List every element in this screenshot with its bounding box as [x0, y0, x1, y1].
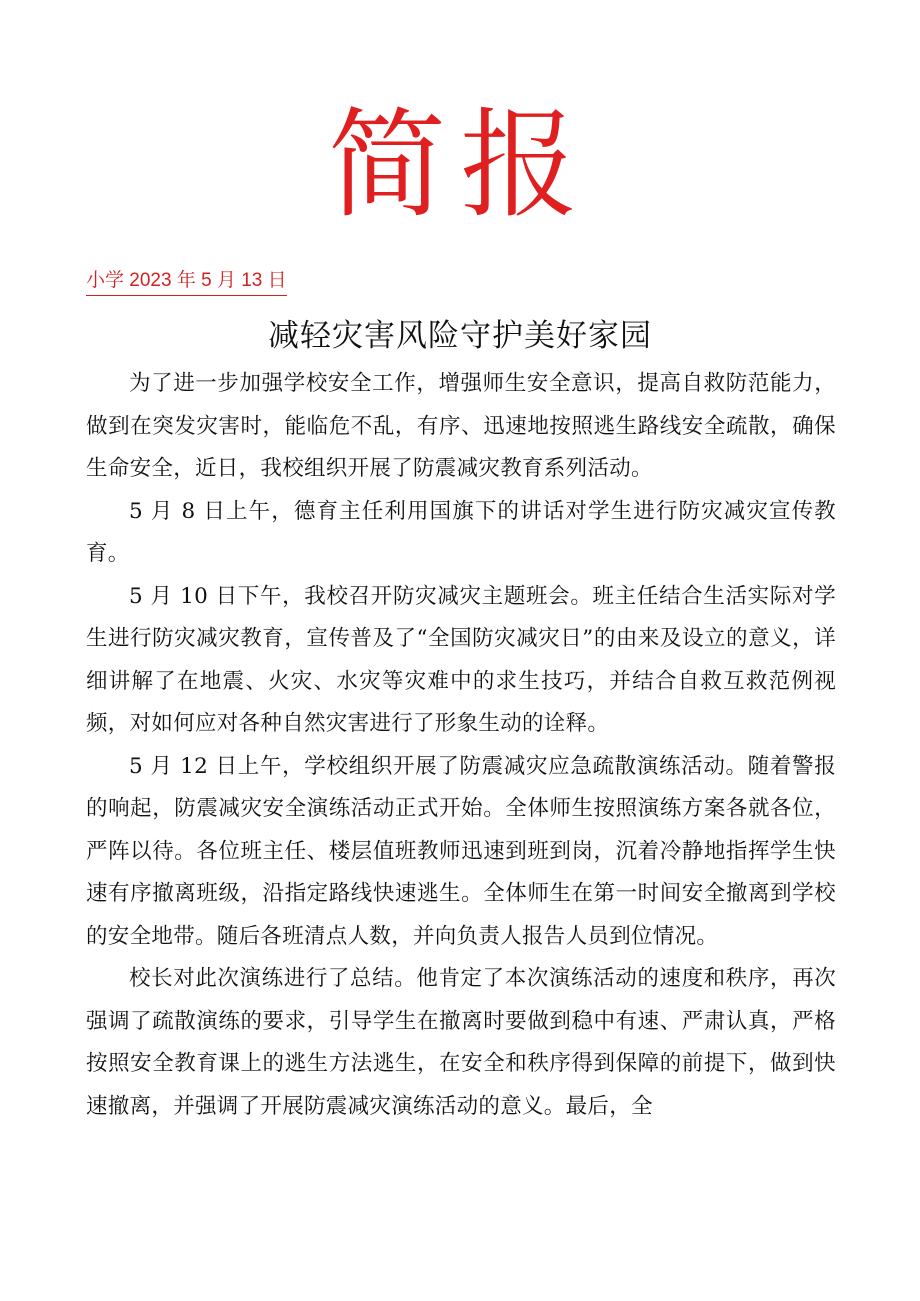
paragraph-intro: 为了进一步加强学校安全工作，增强师生安全意识，提高自救防范能力，做到在突发灾害时，能临危不乱，有序、迅速地按照逃生路线安全疏散，确保生命安全，近日，我校组织开展了防震减灾教育系列活动。	[86, 371, 836, 481]
article-body	[86, 363, 836, 1128]
dateline: 小学 2023 年 5 月 13 日	[86, 268, 287, 296]
paragraph-may-12: 5 月 12 日上午，学校组织开展了防震减灾应急疏散演练活动。随着警报的响起，防震减灾安全演练活动正式开始。全体师生按照演练方案各就各位，严阵以待。各位班主任、楼层值班教师迅速到班到岗，沉着冷静地指挥学生快速有序撤离班级，沿指定路线快速逃生。全体师生在第一时间安全撤离到学校的安全地带。随后各班清点人数，并向负责人报告人员到位情况。	[86, 753, 836, 949]
paragraph-summary: 校长对此次演练进行了总结。他肯定了本次演练活动的速度和秩序，再次强调了疏散演练的要求，引导学生在撤离时要做到稳中有速、严肃认真，严格按照安全教育课上的逃生方法逃生，在安全和秩序得到保障的前提下，做到快速撤离，并强调了开展防震减灾演练活动的意义。最后，全	[86, 966, 836, 1119]
paragraph-may-8: 5 月 8 日上午，德育主任利用国旗下的讲话对学生进行防灾减灾宣传教育。	[86, 498, 836, 566]
masthead-title: 简报	[327, 96, 592, 234]
paragraph-may-10: 5 月 10 日下午，我校召开防灾减灾主题班会。班主任结合生活实际对学生进行防灾减灾教育，宣传普及了“全国防灾减灾日”的由来及设立的意义，详细讲解了在地震、火灾、水灾等灾难中的求生技巧，并结合自救互救范例视频，对如何应对各种自然灾害进行了形象生动的诠释。	[86, 583, 836, 736]
article-title: 减轻灾害风险守护美好家园	[268, 318, 652, 354]
